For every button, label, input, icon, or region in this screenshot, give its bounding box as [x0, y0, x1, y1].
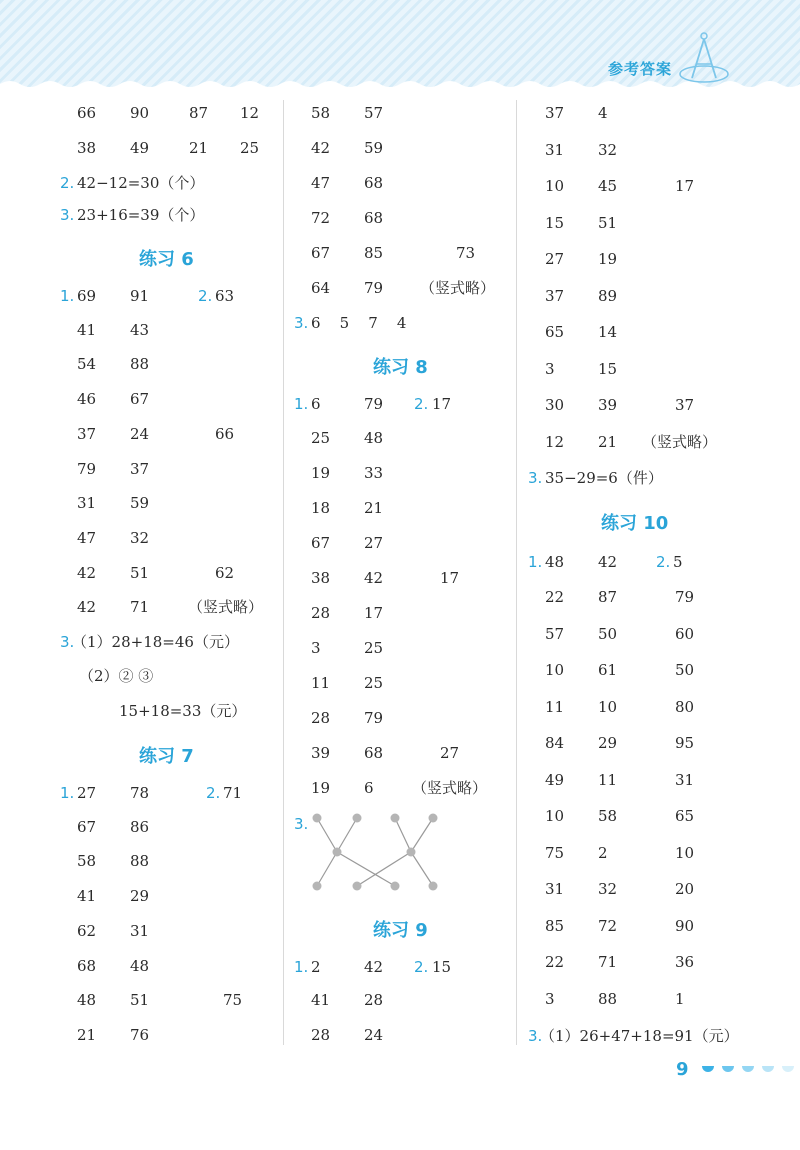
answer-value: 14 [598, 323, 618, 341]
column-divider [283, 100, 284, 1045]
answer-value: 41 [77, 887, 97, 905]
answer-text: 6 5 7 4 [311, 314, 407, 332]
answer-value: 27 [440, 744, 460, 762]
answer-value: 19 [311, 464, 331, 482]
answer-text: （1）26+47+18=91（元） [540, 1027, 739, 1045]
answer-value: 36 [675, 953, 695, 971]
answer-value: 1 [675, 990, 685, 1008]
answer-value: 31 [545, 880, 565, 898]
answer-value: 90 [675, 917, 695, 935]
answer-value: 4 [598, 104, 608, 122]
answer-value: 29 [130, 887, 150, 905]
answer-value: 73 [456, 244, 476, 262]
answer-value: 15 [598, 360, 618, 378]
answer-value: 31 [130, 922, 150, 940]
answer-value: 24 [130, 425, 150, 443]
answer-value: 45 [598, 177, 618, 195]
answer-value: 78 [130, 784, 150, 802]
answer-value: 38 [311, 569, 331, 587]
answer-value: 47 [311, 174, 331, 192]
answer-value: 42 [77, 598, 97, 616]
answer-value: 19 [311, 779, 331, 797]
answer-value: 68 [77, 957, 97, 975]
answer-value: 17 [432, 395, 452, 413]
answer-value: （竖式略） [642, 433, 718, 451]
question-number: 3. [294, 314, 309, 332]
question-number: 3. [60, 206, 75, 224]
answer-value: 11 [598, 771, 618, 789]
answer-value: 22 [545, 588, 565, 606]
answer-value: 3 [311, 639, 321, 657]
answer-value: 10 [598, 698, 618, 716]
answer-value: 59 [130, 494, 150, 512]
answer-value: 30 [545, 396, 565, 414]
answer-value: 21 [77, 1026, 97, 1044]
answer-value: 79 [364, 395, 384, 413]
answer-value: 57 [545, 625, 565, 643]
answer-value: 27 [364, 534, 384, 552]
answer-value: 91 [130, 287, 150, 305]
question-number: 2. [198, 287, 213, 305]
answer-value: 75 [545, 844, 565, 862]
answer-value: 71 [223, 784, 243, 802]
answer-value: 67 [311, 534, 331, 552]
question-number: 1. [528, 553, 543, 571]
answer-value: 38 [77, 139, 97, 157]
answer-value: 63 [215, 287, 235, 305]
question-number: 3. [60, 633, 75, 651]
answer-value: 42 [311, 139, 331, 157]
answer-value: 28 [311, 709, 331, 727]
answer-value: 69 [77, 287, 97, 305]
answer-value: 50 [675, 661, 695, 679]
section-title-ex6: 练习 6 [139, 249, 194, 270]
answer-value: 33 [364, 464, 384, 482]
answer-value: 95 [675, 734, 695, 752]
answer-value: 17 [440, 569, 460, 587]
answer-value: 80 [675, 698, 695, 716]
answer-value: 51 [130, 991, 150, 1009]
answer-value: 28 [364, 991, 384, 1009]
answer-value: （竖式略） [412, 779, 488, 797]
answer-value: 71 [130, 598, 150, 616]
page-number: 9 [676, 1059, 689, 1080]
answer-value: 84 [545, 734, 565, 752]
section-title-ex7: 练习 7 [139, 746, 194, 767]
answer-value: 21 [189, 139, 209, 157]
answer-value: 25 [364, 639, 384, 657]
answer-text: （2）② ③ [79, 667, 154, 685]
answer-value: 79 [675, 588, 695, 606]
compass-icon [678, 28, 730, 84]
answer-value: 72 [311, 209, 331, 227]
answer-value: 59 [364, 139, 384, 157]
answer-value: 6 [311, 395, 321, 413]
answer-value: 62 [77, 922, 97, 940]
answer-value: 46 [77, 390, 97, 408]
answer-value: 58 [311, 104, 331, 122]
answer-value: 72 [598, 917, 618, 935]
answer-value: 88 [130, 852, 150, 870]
answer-value: 20 [675, 880, 695, 898]
answer-value: 11 [311, 674, 331, 692]
answer-value: 39 [311, 744, 331, 762]
answer-value: 37 [77, 425, 97, 443]
answer-value: 79 [364, 709, 384, 727]
answer-value: 68 [364, 174, 384, 192]
answer-value: 27 [77, 784, 97, 802]
answer-value: 32 [598, 141, 618, 159]
answer-value: 15 [432, 958, 452, 976]
answer-value: 42 [364, 569, 384, 587]
answer-value: 31 [675, 771, 695, 789]
answer-value: 42 [598, 553, 618, 571]
question-number: 1. [60, 287, 75, 305]
answer-value: 71 [598, 953, 618, 971]
answer-value: 17 [675, 177, 695, 195]
answer-value: 25 [364, 674, 384, 692]
answer-text: 23+16=39（个） [77, 206, 205, 224]
question-number: 2. [414, 958, 429, 976]
answer-text: （1）28+18=46（元） [72, 633, 239, 651]
answer-value: 47 [77, 529, 97, 547]
answer-value: 88 [130, 355, 150, 373]
answer-value: 50 [598, 625, 618, 643]
answer-value: 49 [545, 771, 565, 789]
answer-value: 10 [545, 177, 565, 195]
answer-value: 67 [311, 244, 331, 262]
answer-value: 68 [364, 209, 384, 227]
answer-value: 39 [598, 396, 618, 414]
answer-value: 79 [77, 460, 97, 478]
answer-value: 12 [545, 433, 565, 451]
answer-value: 22 [545, 953, 565, 971]
answer-value: 62 [215, 564, 235, 582]
answer-value: 48 [545, 553, 565, 571]
answer-value: 65 [545, 323, 565, 341]
answer-value: 58 [77, 852, 97, 870]
answer-value: 64 [311, 279, 331, 297]
answer-text: 42−12=30（个） [77, 174, 205, 192]
answer-value: 18 [311, 499, 331, 517]
answer-value: 6 [364, 779, 374, 797]
answer-value: 67 [130, 390, 150, 408]
answer-value: （竖式略） [188, 598, 264, 616]
section-title-ex10: 练习 10 [601, 513, 669, 534]
answer-value: 15 [545, 214, 565, 232]
answer-value: 31 [545, 141, 565, 159]
answer-value: 10 [675, 844, 695, 862]
answer-value: 89 [598, 287, 618, 305]
answer-value: 3 [545, 360, 555, 378]
question-number: 3. [528, 1027, 543, 1045]
answer-value: 85 [545, 917, 565, 935]
matching-diagram [305, 808, 445, 893]
question-number: 1. [60, 784, 75, 802]
answer-value: 87 [189, 104, 209, 122]
decorative-dots [700, 1064, 800, 1078]
section-title-ex9: 练习 9 [373, 920, 428, 941]
answer-value: （竖式略） [420, 279, 496, 297]
question-number: 2. [60, 174, 75, 192]
answer-value: 85 [364, 244, 384, 262]
answer-key-title: 参考答案 [607, 60, 672, 78]
answer-value: 37 [545, 287, 565, 305]
answer-value: 58 [598, 807, 618, 825]
answer-value: 28 [311, 1026, 331, 1044]
answer-value: 90 [130, 104, 150, 122]
answer-value: 48 [77, 991, 97, 1009]
answer-value: 28 [311, 604, 331, 622]
answer-value: 24 [364, 1026, 384, 1044]
answer-value: 61 [598, 661, 618, 679]
question-number: 2. [414, 395, 429, 413]
question-number: 3. [528, 469, 543, 487]
answer-value: 12 [240, 104, 260, 122]
answer-value: 29 [598, 734, 618, 752]
answer-value: 32 [130, 529, 150, 547]
answer-value: 5 [673, 553, 683, 571]
answer-value: 37 [675, 396, 695, 414]
answer-value: 79 [364, 279, 384, 297]
answer-value: 10 [545, 661, 565, 679]
answer-value: 42 [77, 564, 97, 582]
answer-value: 31 [77, 494, 97, 512]
answer-value: 17 [364, 604, 384, 622]
answer-value: 42 [364, 958, 384, 976]
section-title-ex8: 练习 8 [373, 357, 428, 378]
answer-value: 2 [311, 958, 321, 976]
answer-value: 66 [215, 425, 235, 443]
answer-value: 88 [598, 990, 618, 1008]
answer-value: 37 [545, 104, 565, 122]
answer-value: 57 [364, 104, 384, 122]
answer-value: 25 [240, 139, 260, 157]
answer-value: 19 [598, 250, 618, 268]
answer-value: 68 [364, 744, 384, 762]
question-number: 1. [294, 958, 309, 976]
answer-value: 66 [77, 104, 97, 122]
answer-value: 21 [598, 433, 618, 451]
answer-text: 15+18=33（元） [119, 702, 247, 720]
answer-value: 21 [364, 499, 384, 517]
answer-value: 51 [598, 214, 618, 232]
answer-value: 11 [545, 698, 565, 716]
answer-value: 37 [130, 460, 150, 478]
answer-value: 86 [130, 818, 150, 836]
answer-value: 10 [545, 807, 565, 825]
answer-value: 32 [598, 880, 618, 898]
answer-value: 25 [311, 429, 331, 447]
answer-value: 87 [598, 588, 618, 606]
answer-value: 75 [223, 991, 243, 1009]
answer-text: 35−29=6（件） [545, 469, 663, 487]
answer-value: 27 [545, 250, 565, 268]
answer-value: 51 [130, 564, 150, 582]
answer-value: 76 [130, 1026, 150, 1044]
answer-value: 49 [130, 139, 150, 157]
answer-value: 48 [364, 429, 384, 447]
question-number: 2. [206, 784, 221, 802]
column-divider [516, 100, 517, 1045]
answer-value: 65 [675, 807, 695, 825]
answer-value: 41 [311, 991, 331, 1009]
answer-value: 48 [130, 957, 150, 975]
answer-value: 60 [675, 625, 695, 643]
answer-value: 43 [130, 321, 150, 339]
question-number: 1. [294, 395, 309, 413]
answer-value: 41 [77, 321, 97, 339]
answer-value: 67 [77, 818, 97, 836]
question-number: 3. [294, 815, 309, 833]
answer-value: 3 [545, 990, 555, 1008]
answer-value: 2 [598, 844, 608, 862]
question-number: 2. [656, 553, 671, 571]
answer-value: 54 [77, 355, 97, 373]
